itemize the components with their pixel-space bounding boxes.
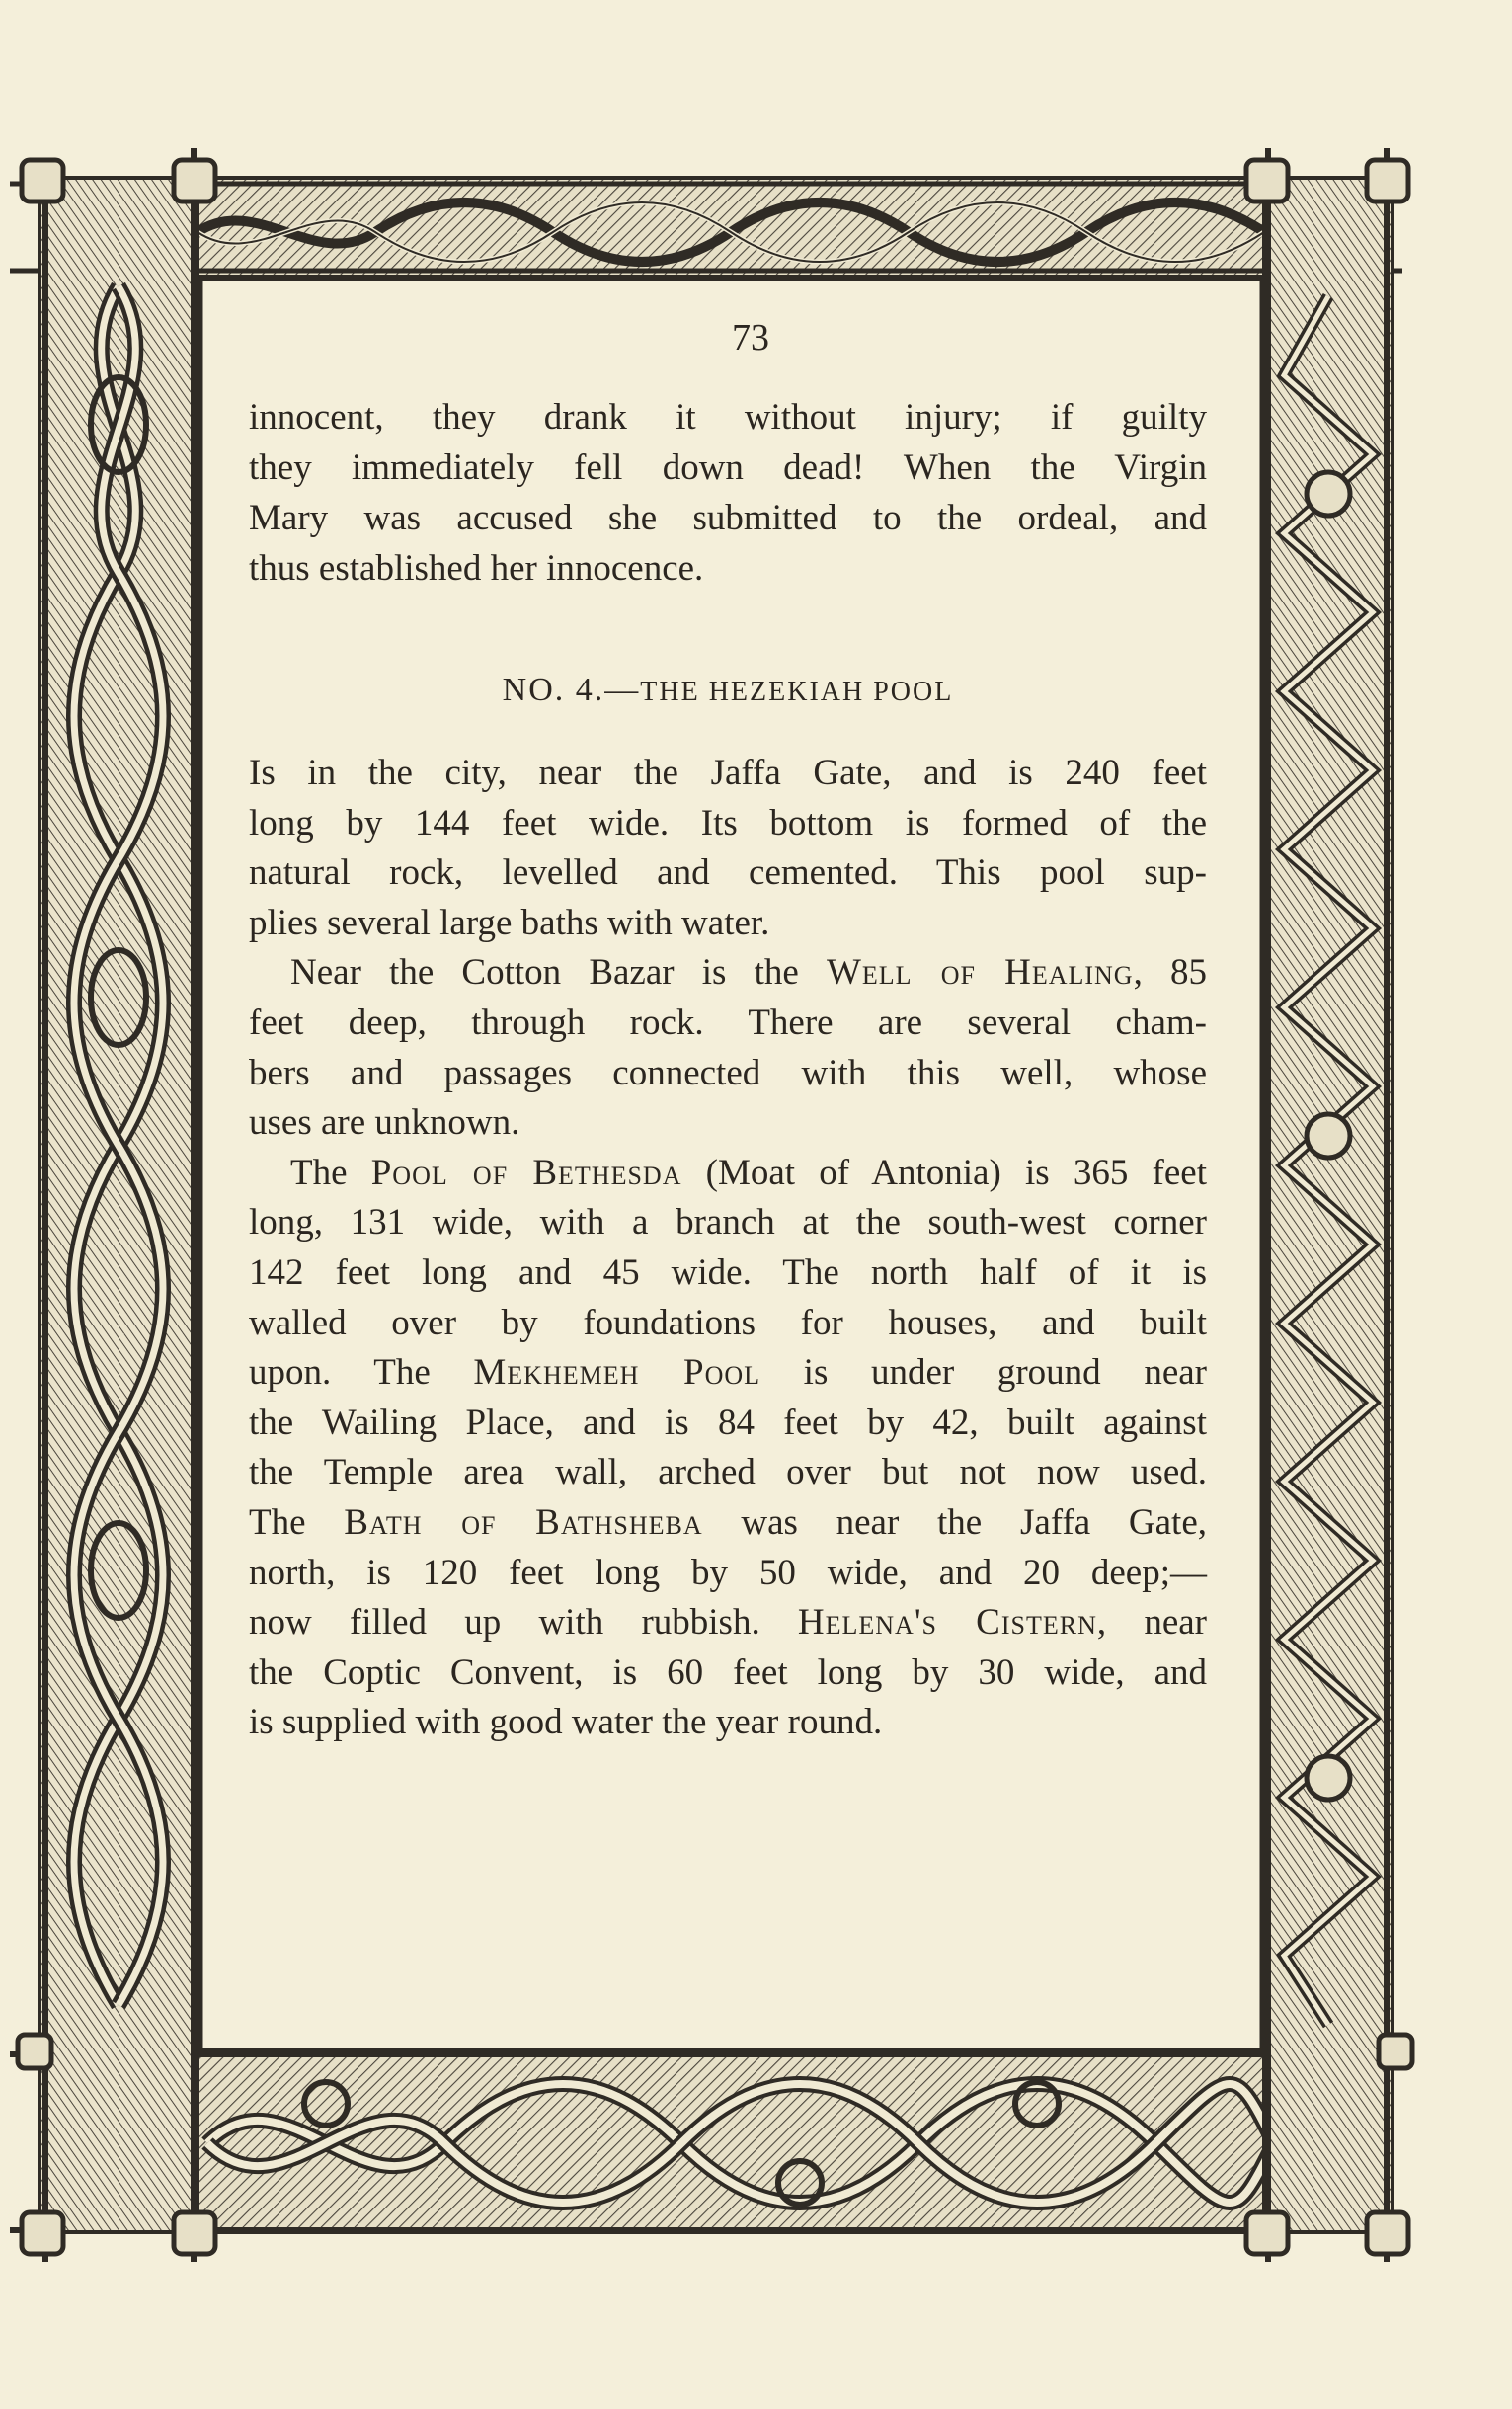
text-line: feet deep, through rock. There are several cham- <box>249 1002 1207 1043</box>
left-border-column <box>40 148 198 2262</box>
text-run: was near the Jaffa Gate, <box>702 1501 1207 1543</box>
top-border-band <box>10 178 1402 277</box>
section-body <box>249 749 1207 1748</box>
text-line <box>249 1598 1207 1648</box>
bottom-border-band <box>10 2054 1402 2232</box>
text-line: Is in the city, near the Jaffa Gate, and is 240 feet <box>249 753 1207 793</box>
text-line <box>249 1498 1207 1549</box>
text-run: is under ground near <box>760 1352 1207 1394</box>
text-run: The <box>290 1152 371 1193</box>
place-name: Well of Healing <box>826 952 1134 994</box>
text-line: 142 feet long and 45 wide. The north half of it is <box>249 1251 1207 1293</box>
right-border-column <box>1264 148 1393 2262</box>
text-run: , 85 <box>1133 952 1207 994</box>
text-line <box>249 1348 1207 1399</box>
place-name: Pool of Bethesda <box>370 1152 682 1193</box>
text-line: north, is 120 feet long by 50 wide, and 20 deep;— <box>249 1552 1207 1593</box>
page-number: 73 <box>732 317 769 359</box>
text-line: thus established her innocence. <box>249 547 704 589</box>
text-run: The <box>249 1501 345 1543</box>
text-line: is supplied with good water the year round. <box>249 1702 883 1743</box>
text-line: the Coptic Convent, is 60 feet long by 30 wide, and <box>249 1651 1207 1693</box>
text-line: plies several large baths with water. <box>249 902 770 943</box>
text-line: uses are unknown. <box>249 1102 520 1144</box>
text-line: they immediately fell down dead! When the Virgin <box>249 446 1207 488</box>
section-heading <box>249 672 1207 709</box>
text-run: Near the Cotton Bazar is the <box>290 952 827 994</box>
text-line: innocent, they drank it without injury; if guilty <box>249 397 1207 438</box>
paragraph-continuation <box>249 393 1207 595</box>
text-line: the Temple area wall, arched over but not now used. <box>249 1452 1207 1493</box>
text-line: long by 144 feet wide. Its bottom is formed of the <box>249 802 1207 843</box>
text-run: (Moat of Antonia) is 365 feet <box>681 1152 1207 1193</box>
section-number: NO. 4.— <box>502 672 641 708</box>
text-line <box>249 948 1207 999</box>
place-name: Bath of Bathsheba <box>344 1501 703 1543</box>
place-name: Mekhemeh Pool <box>473 1352 761 1394</box>
text-line: bers and passages connected with this well, whose <box>249 1052 1207 1093</box>
text-run: upon. The <box>249 1352 474 1394</box>
text-line <box>249 1149 1207 1199</box>
section-title: THE HEZEKIAH POOL <box>640 677 954 707</box>
text-line: natural rock, levelled and cemented. This pool sup- <box>249 852 1207 894</box>
text-run: , near <box>1096 1602 1207 1644</box>
text-line: walled over by foundations for houses, and built <box>249 1302 1207 1343</box>
place-name: Helena's Cistern <box>797 1602 1097 1644</box>
text-run: now filled up with rubbish. <box>249 1602 798 1644</box>
text-line: long, 131 wide, with a branch at the south-west corner <box>249 1202 1207 1244</box>
text-line: Mary was accused she submitted to the ordeal, and <box>249 497 1207 538</box>
text-line: the Wailing Place, and is 84 feet by 42, built against <box>249 1402 1207 1443</box>
